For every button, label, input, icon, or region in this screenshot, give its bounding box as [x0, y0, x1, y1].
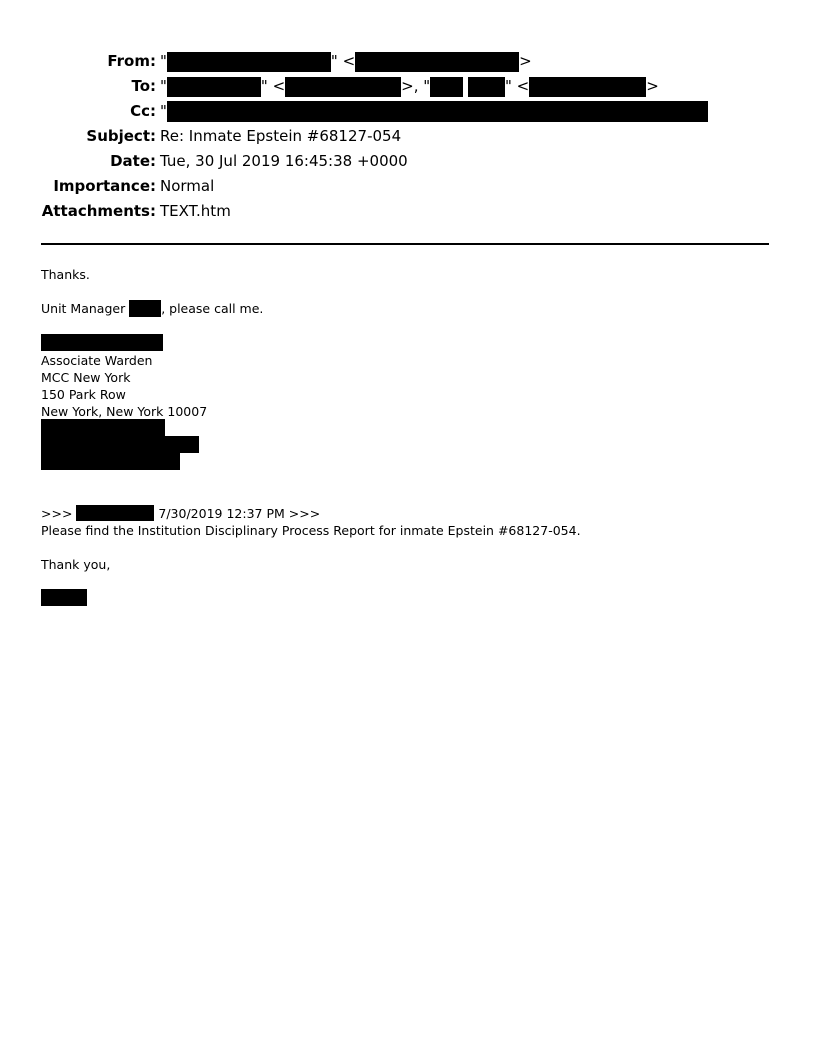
cc-quote-open: " [160, 102, 167, 120]
redacted-contact-line-3 [41, 453, 180, 470]
quoted-timestamp: 7/30/2019 12:37 PM >>> [158, 506, 321, 521]
attachments-value: TEXT.htm [160, 202, 231, 220]
subject-label: Subject: [86, 127, 156, 145]
to-quote-open: " [160, 77, 167, 95]
redacted-sender-name [167, 52, 331, 72]
date-row [0, 149, 816, 173]
to-quote-close: " [260, 77, 268, 95]
to-lt: < [272, 77, 286, 95]
quoted-header-line [41, 505, 320, 522]
redacted-sender-email [355, 52, 519, 72]
cc-row [0, 99, 816, 123]
to-gt-2: > [646, 77, 659, 95]
redacted-quoted-signature [41, 589, 87, 606]
from-quote-close: " [330, 52, 338, 70]
to-value [160, 74, 659, 98]
attachments-label: Attachments: [41, 202, 156, 220]
to-quote-close-2: " [504, 77, 512, 95]
redacted-recipient2-first [430, 77, 463, 97]
importance-value: Normal [160, 177, 215, 195]
signature-title: Associate Warden [41, 353, 153, 368]
quoted-message: Please find the Institution Disciplinary Process Report for inmate Epstein #68127-054. [41, 523, 581, 538]
to-label: To: [131, 77, 156, 95]
unit-manager-prefix: Unit Manager [41, 301, 126, 316]
quoted-prefix: >>> [41, 506, 73, 521]
redacted-unit-manager-name [129, 300, 161, 317]
importance-row [0, 174, 816, 198]
attachments-row [0, 199, 816, 223]
to-row [0, 74, 816, 98]
from-value [160, 49, 532, 73]
redacted-recipient2-email [529, 77, 646, 97]
redacted-quoted-sender [76, 505, 154, 521]
unit-manager-suffix: , please call me. [161, 301, 264, 316]
from-quote-open: " [160, 52, 167, 70]
from-gt: > [519, 52, 532, 70]
cc-value [160, 99, 708, 123]
signature-org: MCC New York [41, 370, 131, 385]
subject-value: Re: Inmate Epstein #68127-054 [160, 127, 402, 145]
redacted-signature-name [41, 334, 163, 351]
redacted-recipient-email [285, 77, 401, 97]
from-label: From: [107, 52, 156, 70]
from-row [0, 49, 816, 73]
to-sep: >, " [401, 77, 431, 95]
redacted-recipient2-last [468, 77, 505, 97]
redacted-recipient-name [167, 77, 261, 97]
body-thanks: Thanks. [41, 267, 90, 282]
redacted-cc-list [167, 101, 708, 122]
redacted-contact-line-2 [41, 436, 199, 453]
header-divider [41, 243, 769, 245]
signature-city: New York, New York 10007 [41, 404, 208, 419]
signature-street: 150 Park Row [41, 387, 126, 402]
subject-row [0, 124, 816, 148]
body-unit-manager-line [41, 300, 263, 317]
cc-label: Cc: [130, 102, 156, 120]
date-value: Tue, 30 Jul 2019 16:45:38 +0000 [160, 152, 408, 170]
date-label: Date: [110, 152, 156, 170]
from-lt: < [342, 52, 356, 70]
importance-label: Importance: [53, 177, 156, 195]
to-lt-2: < [516, 77, 530, 95]
redacted-contact-line-1 [41, 419, 165, 436]
quoted-closing: Thank you, [41, 557, 111, 572]
